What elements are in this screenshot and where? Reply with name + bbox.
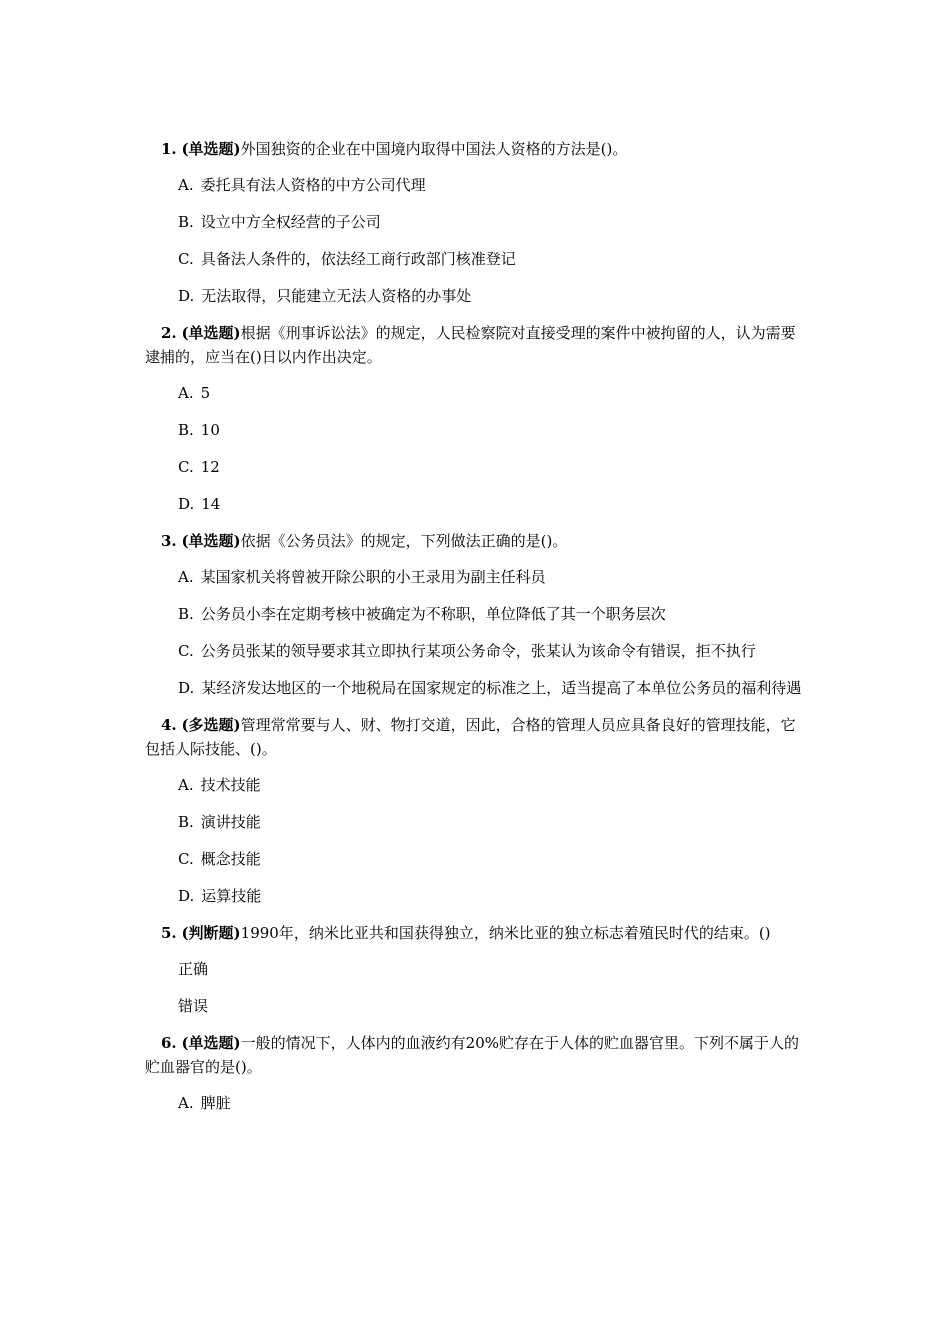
option-b [145, 602, 810, 626]
option-letter: B. [178, 605, 194, 623]
question-number: 5. [161, 924, 177, 942]
option-a [145, 1091, 810, 1115]
question-2 [145, 321, 810, 369]
option-b [145, 810, 810, 834]
option-text: 错误 [178, 997, 209, 1015]
question-text: 一般的情况下，人体内的血液约有20%贮存在于人体的贮血器官里。下列不属于人的贮血器官的是()。 [145, 1034, 799, 1076]
option-text: 运算技能 [201, 887, 262, 905]
option-d [145, 284, 810, 308]
option-1 [145, 957, 810, 981]
option-letter: B. [178, 421, 194, 439]
option-letter: C. [178, 642, 194, 660]
question-text: 外国独资的企业在中国境内取得中国法人资格的方法是()。 [240, 140, 628, 158]
option-a [145, 173, 810, 197]
option-d [145, 492, 810, 516]
option-letter: C. [178, 250, 194, 268]
option-text: 委托具有法人资格的中方公司代理 [200, 176, 426, 194]
option-text: 具备法人条件的，依法经工商行政部门核准登记 [200, 250, 516, 268]
option-c [145, 639, 810, 663]
question-type: (单选题) [181, 324, 241, 342]
option-a [145, 773, 810, 797]
option-letter: D. [178, 679, 195, 697]
option-a [145, 381, 810, 405]
option-letter: D. [178, 287, 195, 305]
option-b [145, 210, 810, 234]
question-number: 2. [161, 324, 177, 342]
question-number: 6. [161, 1034, 177, 1052]
option-letter: B. [178, 813, 194, 831]
question-1 [145, 137, 810, 161]
option-text: 14 [201, 495, 221, 513]
question-text: 1990年，纳米比亚共和国获得独立，纳米比亚的独立标志着殖民时代的结束。() [240, 924, 771, 942]
option-c [145, 455, 810, 479]
option-text: 脾脏 [200, 1094, 231, 1112]
question-number: 3. [161, 532, 177, 550]
option-a [145, 565, 810, 589]
question-4 [145, 713, 810, 761]
option-text: 12 [200, 458, 220, 476]
option-b [145, 418, 810, 442]
question-type: (单选题) [181, 532, 241, 550]
option-text: 10 [200, 421, 220, 439]
option-letter: A. [178, 384, 194, 402]
question-text: 依据《公务员法》的规定，下列做法正确的是()。 [240, 532, 568, 550]
option-text: 某国家机关将曾被开除公职的小王录用为副主任科员 [200, 568, 546, 586]
option-text: 公务员张某的领导要求其立即执行某项公务命令，张某认为该命令有错误，拒不执行 [200, 642, 756, 660]
option-text: 某经济发达地区的一个地税局在国家规定的标准之上，适当提高了本单位公务员的福利待遇 [201, 679, 802, 697]
option-letter: A. [178, 568, 194, 586]
question-type: (单选题) [181, 1034, 241, 1052]
option-text: 技术技能 [200, 776, 261, 794]
option-letter: D. [178, 887, 195, 905]
option-letter: A. [178, 776, 194, 794]
document-body [145, 137, 810, 1128]
option-letter: C. [178, 458, 194, 476]
option-text: 正确 [178, 960, 209, 978]
option-text: 公务员小李在定期考核中被确定为不称职，单位降低了其一个职务层次 [200, 605, 666, 623]
question-number: 1. [161, 140, 177, 158]
option-letter: A. [178, 176, 194, 194]
question-3 [145, 529, 810, 553]
option-2 [145, 994, 810, 1018]
question-text: 根据《刑事诉讼法》的规定，人民检察院对直接受理的案件中被拘留的人，认为需要逮捕的，应当在()日以内作出决定。 [145, 324, 796, 366]
option-letter: B. [178, 213, 194, 231]
question-type: (多选题) [181, 716, 241, 734]
option-text: 5 [200, 384, 211, 402]
option-text: 概念技能 [200, 850, 261, 868]
question-type: (判断题) [181, 924, 241, 942]
question-6 [145, 1031, 810, 1079]
option-text: 无法取得，只能建立无法人资格的办事处 [201, 287, 472, 305]
option-c [145, 247, 810, 271]
question-text: 管理常常要与人、财、物打交道，因此，合格的管理人员应具备良好的管理技能，它包括人际技能、()。 [145, 716, 796, 758]
option-text: 设立中方全权经营的子公司 [200, 213, 381, 231]
option-d [145, 676, 810, 700]
option-c [145, 847, 810, 871]
option-text: 演讲技能 [200, 813, 261, 831]
option-letter: A. [178, 1094, 194, 1112]
question-type: (单选题) [181, 140, 241, 158]
option-letter: C. [178, 850, 194, 868]
option-d [145, 884, 810, 908]
question-5 [145, 921, 810, 945]
question-number: 4. [161, 716, 177, 734]
option-letter: D. [178, 495, 195, 513]
